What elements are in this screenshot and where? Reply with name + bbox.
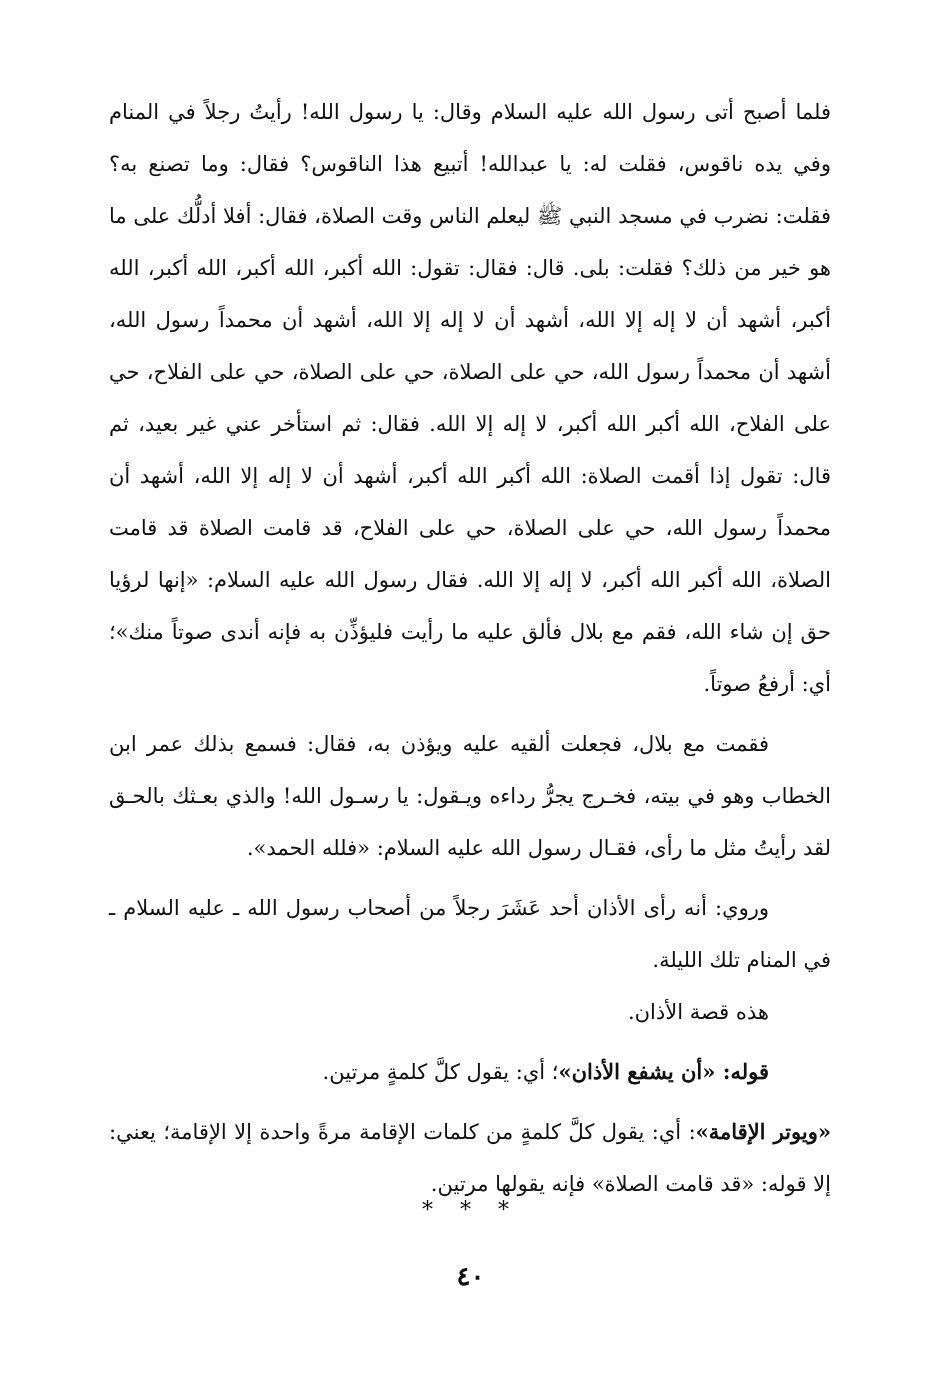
paragraph-bilal-umar: فقمت مع بلال، فجعلت ألقيه عليه ويؤذن به، فقال: فسمع بذلك عمر ابن الخطاب وهو في بيته، فخـرج يجرُّ رداءه ويـقول: يا رسـول الله! والذي بعـثك بالحـق لقد رأيتُ مثل ما رأى، فقـال رسول الله عليه السلام: «فلله الحمد». [109,732,831,860]
commentary-adhan-text: ؛ أي: يقول كلَّ كلمةٍ مرتين. [322,1060,559,1084]
paragraph-dream-narration: فلما أصبح أتى رسول الله عليه السلام وقال: يا رسول الله! رأيتُ رجلاً في المنام وفي يده ناقوس، فقلت له: يا عبدالله! أتبيع هذا الناقوس؟ فقال: وما تصنع به؟ فقلت: نضرب في مسجد النبي ﷺ ليعلم الناس وقت الصلاة، فقال: أفلا أدلُّك على ما هو خير من ذلك؟ فقلت: بلى. قال: فقال: تقول: الله أكبر، الله أكبر، الله أكبر، الله أكبر، أشهد أن لا إله إلا الله، أشهد أن لا إله إلا الله، أشهد أن محمداً رسول الله، أشهد أن محمداً رسول الله، حي على الصلاة، حي على الصلاة، حي على الفلاح، حي على الفلاح، الله أكبر الله أكبر، لا إله إلا الله. فقال: ثم استأخر عني غير بعيد، ثم قال: تقول إذا أقمت الصلاة: الله أكبر الله أكبر، أشهد أن لا إله إلا الله، أشهد أن محمداً رسول الله، حي على الصلاة، حي على الفلاح، قد قامت الصلاة قد قامت الصلاة، الله أكبر الله أكبر، لا إله إلا الله. فقال رسول الله عليه السلام: «إنها لرؤيا حق إن شاء الله، فقم مع بلال فألق عليه ما رأيت فليؤذِّن به فإنه أندى صوتاً منك»؛ أي: أرفعُ صوتاً. [109,100,831,696]
page-number: ٤٠ [456,1262,485,1292]
paragraph-commentary-adhan [109,1046,831,1098]
paragraph-commentary-iqama [109,1106,831,1210]
quoted-phrase-iqama: «ويوتر الإقامة» [695,1119,831,1144]
page-body [109,86,831,1210]
paragraph-eleven-men: وروي: أنه رأى الأذان أحد عَشَرَ رجلاً من أصحاب رسول الله ـ عليه السلام ـ في المنام تلك الليلة. [109,896,831,972]
commentary-iqama-text: : أي: يقول كلَّ كلمةٍ من كلمات الإقامة مرةً واحدة إلا الإقامة؛ يعني: إلا قوله: «قد قامت الصلاة» فإنه يقولها مرتين. [109,1120,831,1196]
paragraph-story-title: هذه قصة الأذان. [627,1000,769,1024]
quoted-phrase-adhan: قوله: «أن يشفع الأذان» [558,1059,769,1084]
section-separator: * * * [422,1198,519,1223]
